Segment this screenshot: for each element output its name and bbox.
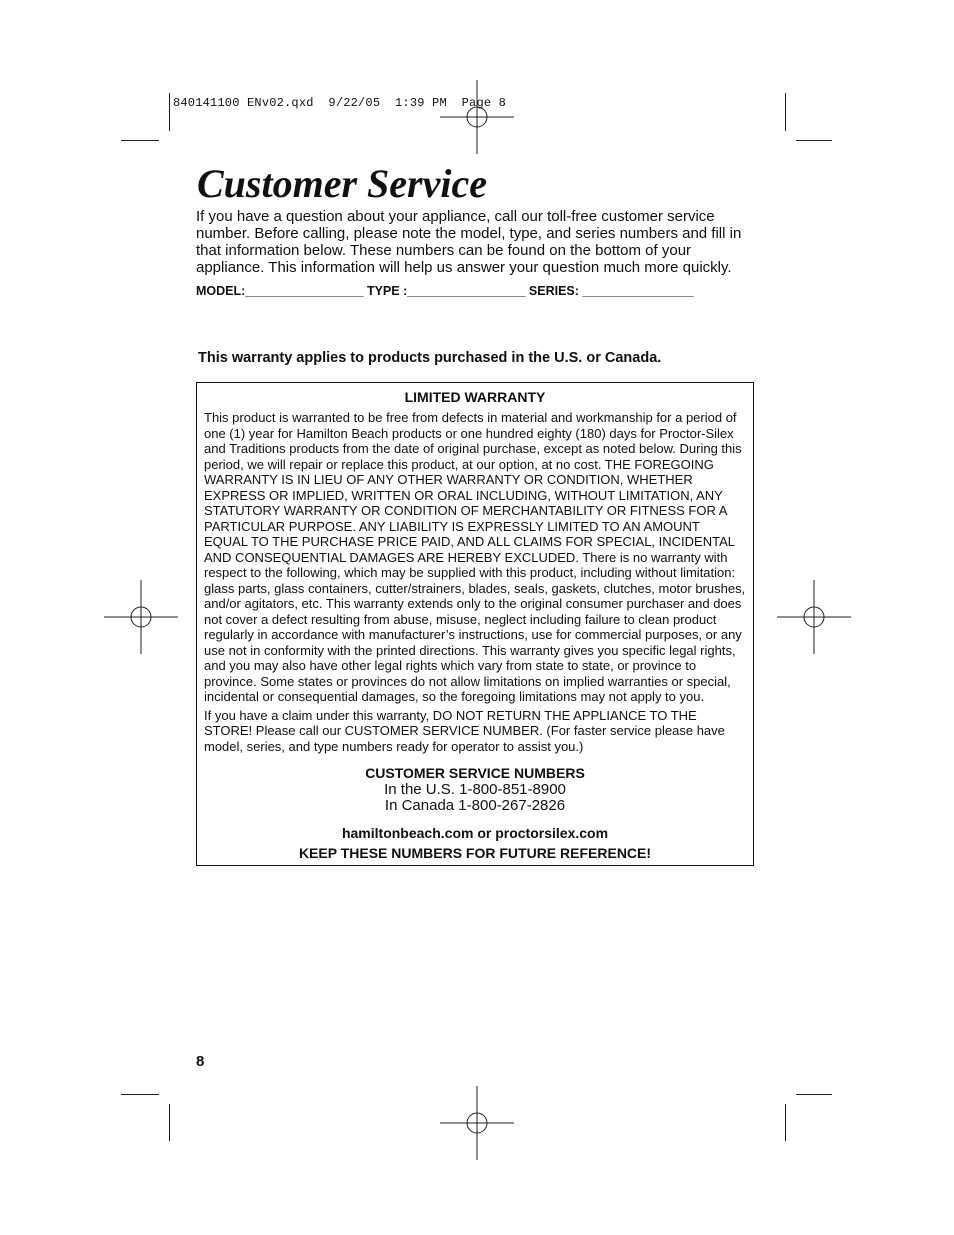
- file-slug-line: 840141100 ENv02.qxd 9/22/05 1:39 PM Page 8: [173, 96, 507, 110]
- crop-mark-top-left-vertical: [169, 93, 170, 131]
- warranty-claim-paragraph: If you have a claim under this warranty, DO NOT RETURN THE APPLIANCE TO THE STORE! Please call our CUSTOMER SERVICE NUMBER. (For faster service please have model, series, and type numbers ready for operator to assist you.): [204, 707, 725, 754]
- crop-mark-bottom-left-horizontal: [121, 1094, 159, 1095]
- limited-warranty-heading: LIMITED WARRANTY: [404, 389, 546, 405]
- websites-line: hamiltonbeach.com or proctorsilex.com: [341, 825, 609, 841]
- intro-paragraph: If you have a question about your appliance, call our toll-free customer service number. Before calling, please note the model, type, and series numbers and fill in that information below. These numbers can be found on the bottom of your appliance. This information will help us answer your question much more quickly.: [196, 208, 742, 276]
- registration-mark-bottom-icon: [440, 1086, 514, 1160]
- registration-mark-left-icon: [104, 580, 178, 654]
- crop-mark-top-right-horizontal: [796, 140, 832, 141]
- crop-mark-top-right-vertical: [785, 93, 786, 131]
- registration-mark-right-icon: [777, 580, 851, 654]
- page-number: 8: [196, 1053, 205, 1070]
- warranty-applies-note: This warranty applies to products purchased in the U.S. or Canada.: [198, 350, 662, 366]
- crop-mark-bottom-left-vertical: [169, 1104, 170, 1141]
- customer-service-numbers-heading: CUSTOMER SERVICE NUMBERS: [365, 765, 585, 781]
- warranty-body-paragraph: This product is warranted to be free from defects in material and workmanship for a period of one (1) year for Hamilton Beach products or one hundred eighty (180) days for Proctor-Silex and Traditions products from the date of original purchase, except as noted below. During this period, we will repair or replace this product, at our option, at no cost. THE FOREGOING WARRANTY IS IN LIEU OF ANY OTHER WARRANTY OR CONDITION, WHETHER EXPRESS OR IMPLIED, WRITTEN OR ORAL INCLUDING, WITHOUT LIMITATION, ANY STATUTORY WARRANTY OR CONDITION OF MERCHANTABILITY OR FITNESS FOR A PARTICULAR PURPOSE. ANY LIABILITY IS EXPRESSLY LIMITED TO AN AMOUNT EQUAL TO THE PURCHASE PRICE PAID, AND ALL CLAIMS FOR SPECIAL, INCIDENTAL AND CONSEQUENTIAL DAMAGES ARE HEREBY EXCLUDED. There is no warranty with respect to the following, which may be supplied with this product, including without limitation: glass parts, glass containers, cutter/strainers, blades, seals, gaskets, clutches, motor brushes, and/or agitators, etc. This warranty extends only to the original consumer purchaser and does not cover a defect resulting from abuse, misuse, neglect including failure to clean product regularly in accordance with manufacturer’s instructions, use for commercial purposes, or any use not in conformity with the printed directions. This warranty gives you specific legal rights, and you may also have other legal rights which vary from state to state, or province to province. Some states or provinces do not allow limitations on implied warranties or special, incidental or consequential damages, so the foregoing limitations may not apply to you.: [204, 410, 746, 704]
- page-title: Customer Service: [197, 161, 487, 206]
- crop-mark-top-left-horizontal: [121, 140, 159, 141]
- model-type-series-fields: MODEL:_________________ TYPE :_________________ SERIES: ________________: [196, 284, 694, 298]
- crop-mark-bottom-right-horizontal: [796, 1094, 832, 1095]
- canada-phone-number: In Canada 1-800-267-2826: [384, 797, 566, 814]
- keep-numbers-note: KEEP THESE NUMBERS FOR FUTURE REFERENCE!: [298, 845, 652, 861]
- crop-mark-bottom-right-vertical: [785, 1104, 786, 1141]
- limited-warranty-box: [196, 382, 754, 866]
- registration-mark-top-icon: [440, 80, 514, 154]
- us-phone-number: In the U.S. 1-800-851-8900: [384, 781, 566, 798]
